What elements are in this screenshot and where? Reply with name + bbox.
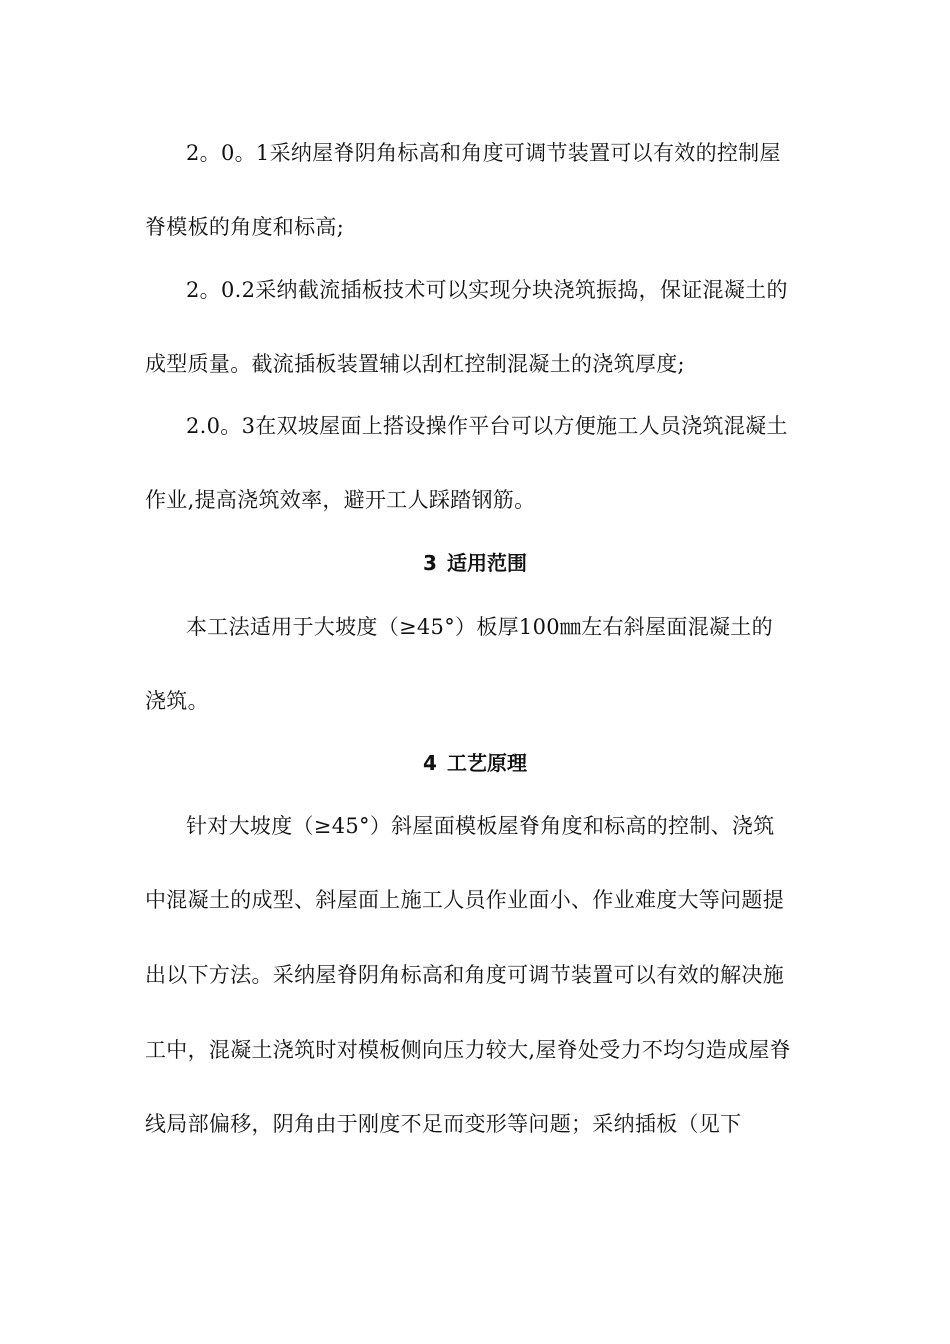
section-4-paragraph-line-2: 中混凝土的成型、斜屋面上施工人员作业面小、作业难度大等问题提 bbox=[145, 888, 784, 912]
section-4-paragraph-line-5: 线局部偏移，阴角由于刚度不足而变形等问题；采纳插板（见下 bbox=[145, 1112, 742, 1136]
paragraph-2-0-1-line-2: 脊模板的角度和标高; bbox=[145, 215, 345, 239]
section-4-paragraph-line-3: 出以下方法。采纳屋脊阴角标高和角度可调节装置可以有效的解决施 bbox=[145, 963, 784, 987]
paragraph-2-0-3-line-1: 2.0。3在双坡屋面上搭设操作平台可以方便施工人员浇筑混凝土 bbox=[186, 414, 788, 438]
section-4-heading bbox=[0, 749, 950, 777]
section-3-title: 适用范围 bbox=[446, 551, 527, 575]
section-4-number: 4 bbox=[423, 751, 437, 775]
section-3-heading bbox=[0, 549, 950, 577]
section-4-paragraph-line-1: 针对大坡度（≥45°）斜屋面模板屋脊角度和标高的控制、浇筑 bbox=[186, 814, 775, 838]
section-4-title: 工艺原理 bbox=[446, 751, 527, 775]
section-4-paragraph-line-4: 工中，混凝土浇筑时对模板侧向压力较大,屋脊处受力不均匀造成屋脊 bbox=[145, 1038, 791, 1062]
paragraph-2-0-1-line-1: 2。0。1采纳屋脊阴角标高和角度可调节装置可以有效的控制屋 bbox=[186, 141, 781, 165]
paragraph-2-0-2-line-2: 成型质量。截流插板装置辅以刮杠控制混凝土的浇筑厚度; bbox=[145, 352, 685, 376]
section-3-paragraph-line-2: 浇筑。 bbox=[145, 689, 209, 713]
paragraph-2-0-2-line-1: 2。0.2采纳截流插板技术可以实现分块浇筑振捣，保证混凝土的 bbox=[186, 278, 788, 302]
paragraph-2-0-3-line-2: 作业,提高浇筑效率，避开工人踩踏钢筋。 bbox=[145, 488, 536, 512]
section-3-paragraph-line-1: 本工法适用于大坡度（≥45°）板厚100㎜左右斜屋面混凝土的 bbox=[186, 615, 773, 639]
section-3-number: 3 bbox=[423, 551, 437, 575]
